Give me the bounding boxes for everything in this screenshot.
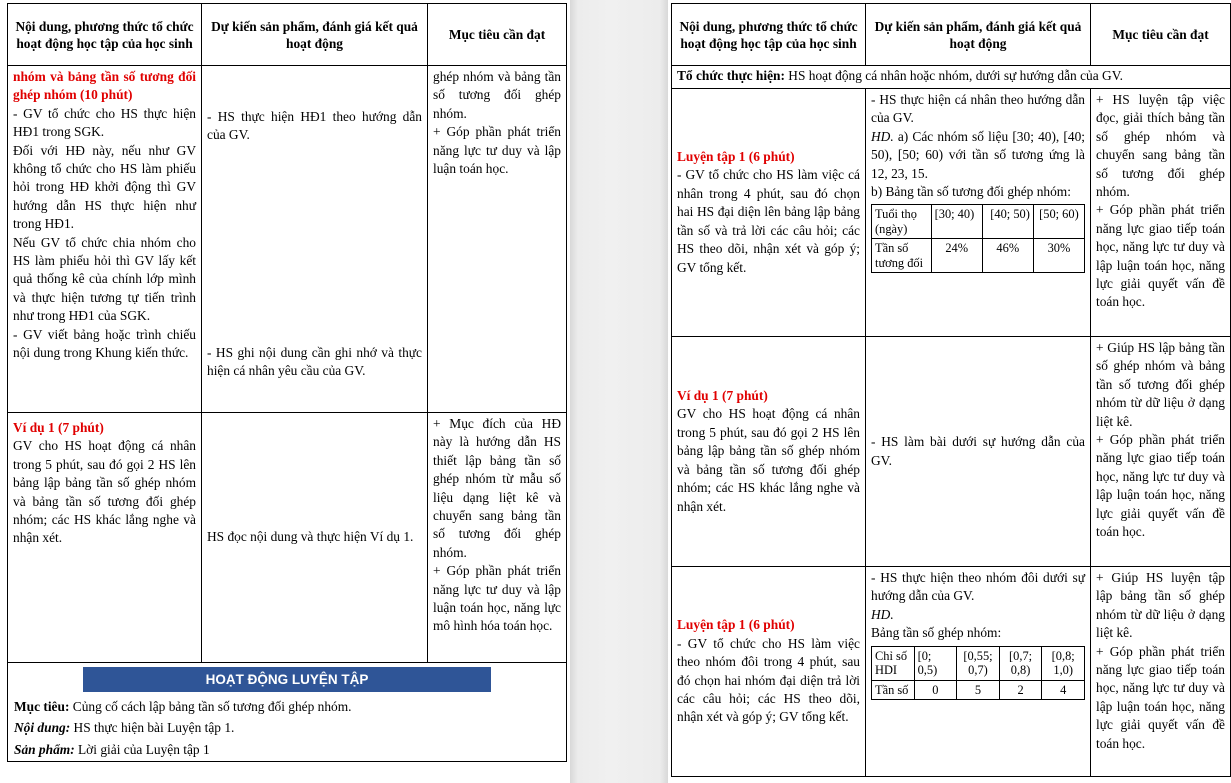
row1-product-text: - HS ghi nội dung cần ghi nhớ và thực hiện cá nhân yêu cầu của GV.: [207, 345, 422, 379]
r-row2-product: [866, 337, 1091, 567]
r-row2-goal: [1091, 337, 1231, 567]
r-row1-content: [672, 89, 866, 337]
gft-value: 5: [957, 680, 1000, 700]
header-goal: Mục tiêu cần đạt: [1091, 4, 1231, 66]
practice-content-text: HS thực hiện bài Luyện tập 1.: [70, 720, 235, 736]
lesson-table-left: [7, 3, 567, 762]
gft-header-cell: [0; 0,5): [914, 646, 957, 680]
r-row3-goal-text: + Góp phần phát triển năng lực giao tiếp toán học, năng lực tư duy và lập luận toán học, năng lực giải quyết vấn đề toán học.: [1096, 643, 1225, 751]
row1-goal: [428, 66, 567, 413]
practice-banner: HOẠT ĐỘNG LUYỆN TẬP: [83, 667, 491, 692]
practice-goal-label: Mục tiêu:: [14, 699, 70, 714]
row2-product-text: HS đọc nội dung và thực hiện Ví dụ 1.: [207, 529, 414, 545]
header-product: Dự kiến sản phẩm, đánh giá kết quả hoạt động: [866, 4, 1091, 66]
org-row: [672, 66, 1231, 89]
row1-title: nhóm và bảng tần số tương đối ghép nhóm (10 phút): [13, 69, 196, 103]
rft-header-cell: [40; 50): [982, 205, 1033, 239]
r-row3-product-text: Bảng tần số ghép nhóm:: [871, 625, 1002, 641]
gft-row-label: Tần số: [872, 680, 915, 700]
row2-product: [202, 413, 428, 663]
row2-para: GV cho HS hoạt động cá nhân trong 5 phút, sau đó gọi 2 HS lên bảng lập bảng tần số ghép nhóm và bảng tần số tương đối ghép nhóm; các HS khác lắng nghe và nhận xét.: [13, 438, 196, 546]
header-content: Nội dung, phương thức tổ chức hoạt động học tập của học sinh: [8, 4, 202, 66]
row1-goal-text: ghép nhóm và bảng tần số tương đối ghép nhóm.: [433, 69, 561, 121]
rft-value: 46%: [982, 239, 1033, 273]
r-row2-title: Ví dụ 1 (7 phút): [677, 388, 768, 404]
org-text: HS hoạt động cá nhân hoặc nhóm, dưới sự hướng dẫn của GV.: [784, 68, 1123, 83]
row2-goal-text: + Mục đích của HĐ này là hướng dẫn HS thiết lập bảng tần số ghép nhóm từ mẫu số liệu dạng liệt kê và chuyển sang bảng tần số tương đối ghép nhóm.: [433, 416, 561, 560]
row1-goal-text: + Góp phần phát triển năng lực tư duy và lập luận toán học.: [433, 124, 561, 177]
practice-content: [14, 719, 560, 737]
rft-value: 24%: [931, 239, 982, 273]
gft-value: 4: [1042, 680, 1085, 700]
rft-value: 30%: [1033, 239, 1084, 273]
rft-header-label: Tuổi thọ (ngày): [872, 205, 932, 239]
r-row1-product-text: - HS thực hiện cá nhân theo hướng dẫn của GV.: [871, 92, 1085, 126]
practice-content-label: Nội dung:: [14, 720, 71, 736]
org-label: Tổ chức thực hiện:: [677, 68, 785, 83]
header-content: Nội dung, phương thức tổ chức hoạt động học tập của học sinh: [672, 4, 866, 66]
lesson-table-right: [671, 3, 1231, 777]
practice-product-text: Lời giải của Luyện tập 1: [74, 741, 210, 757]
r-row3-title: Luyện tập 1 (6 phút): [677, 617, 795, 633]
grouped-frequency-table: [871, 646, 1085, 701]
r-row1-title: Luyện tập 1 (6 phút): [677, 149, 795, 165]
r-row3-hd: HD.: [871, 606, 894, 622]
row1-para: Nếu GV tổ chức chia nhóm cho HS làm phiếu hỏi thì GV lấy kết quả thống kê của chính lớp mình và thực hiện tương tự tiến trình như trong HĐ1 của SGK.: [13, 234, 196, 324]
r-row2-product-text: - HS làm bài dưới sự hướng dẫn của GV.: [871, 434, 1085, 468]
row1-product: [202, 66, 428, 413]
r-row2-goal-text: + Giúp HS lập bảng tần số ghép nhóm và bảng tần số tương đối ghép nhóm từ dữ liệu ở dạng liệt kê.: [1096, 340, 1225, 429]
row2-goal: [428, 413, 567, 663]
r-row1-goal: [1091, 89, 1231, 337]
r-row3-para: - GV tổ chức cho HS làm việc theo nhóm đôi trong 4 phút, sau đó chọn hai nhóm đại diện trả lời các câu hỏi; các HS theo dõi, nhận xét và góp ý; GV tổng kết.: [677, 635, 860, 725]
r-row1-product-text: [871, 128, 1085, 183]
r-row3-content: [672, 567, 866, 777]
practice-goal: [14, 698, 560, 716]
gft-header-cell: [0,7; 0,8): [999, 646, 1042, 680]
row1-para: - GV tổ chức cho HS thực hiện HĐ1 trong SGK.: [13, 105, 196, 140]
r-row3-product: [866, 567, 1091, 777]
r-row3-product-text: - HS thực hiện theo nhóm đôi dưới sự hướng dẫn của GV.: [871, 570, 1085, 604]
gft-header-cell: [0,8; 1,0): [1042, 646, 1085, 680]
r-row1-goal-text: + Góp phần phát triển năng lực giao tiếp toán học, năng lực tư duy và lập luận toán học, năng lực giải quyết vấn đề toán học.: [1096, 202, 1225, 310]
page-gutter: [570, 0, 668, 783]
r-row1-answer-a: a) Các nhóm số liệu [30; 40), [40; 50), [50; 60) với tần số tương ứng là 12, 23, 15.: [871, 128, 1085, 181]
r-row1-product: [866, 89, 1091, 337]
practice-product-label: Sản phẩm:: [14, 741, 75, 757]
r-row1-para: - GV tổ chức cho HS làm việc cá nhân trong 4 phút, sau đó chọn hai HS đại diện lên bảng lập bảng tần số và trả lời các câu hỏi; các HS theo dõi, nhận xét và góp ý; GV tổng kết.: [677, 167, 860, 275]
row2-title: Ví dụ 1 (7 phút): [13, 420, 104, 435]
r-row2-goal-text: + Góp phần phát triển năng lực giao tiếp toán học, năng lực tư duy và lập luận toán học, năng lực giải quyết vấn đề toán học.: [1096, 432, 1225, 540]
relative-frequency-table: [871, 204, 1085, 273]
row2-goal-text: + Góp phần phát triển năng lực tư duy và lập luận toán học, năng lực mô hình hóa toán học.: [433, 563, 561, 634]
r-row3-goal-text: + Giúp HS luyện tập lập bảng tần số ghép nhóm từ dữ liệu ở dạng liệt kê.: [1096, 570, 1225, 641]
header-product: Dự kiến sản phẩm, đánh giá kết quả hoạt động: [202, 4, 428, 66]
document-page-left: [0, 0, 570, 783]
rft-header-cell: [30; 40): [931, 205, 982, 239]
r-row1-product-text: b) Bảng tần số tương đối ghép nhóm:: [871, 184, 1071, 200]
row1-product-text: - HS thực hiện HĐ1 theo hướng dẫn của GV.: [207, 109, 422, 143]
r-row2-para: GV cho HS hoạt động cá nhân trong 5 phút, sau đó gọi 2 HS lên bảng lập bảng tần số ghép nhóm và bảng tần số tương đối ghép nhóm; các HS khác lắng nghe và nhận xét.: [677, 406, 860, 514]
practice-goal-text: Củng cố cách lập bảng tần số tương đối ghép nhóm.: [69, 699, 352, 714]
row1-para: Đối với HĐ này, nếu như GV không tổ chức cho HS làm phiếu hỏi trong HĐ khởi động thì GV hướng dẫn HS thực hiện như trong HĐ1.: [13, 142, 196, 232]
document-page-right: [668, 0, 1231, 783]
practice-section: [8, 663, 567, 762]
r-row3-goal: [1091, 567, 1231, 777]
rft-header-cell: [50; 60): [1033, 205, 1084, 239]
gft-header-cell: [0,55; 0,7): [957, 646, 1000, 680]
r-row1-goal-text: + HS luyện tập việc đọc, giải thích bảng tần số ghép nhóm và chuyển sang bảng tần số tương đối ghép nhóm.: [1096, 92, 1225, 200]
r-row2-content: [672, 337, 866, 567]
r-row1-hd: HD.: [871, 128, 894, 144]
practice-product: [14, 741, 560, 759]
gft-header-label: Chỉ số HDI: [872, 646, 915, 680]
header-goal: Mục tiêu cần đạt: [428, 4, 567, 66]
rft-row-label: Tần số tương đối: [872, 239, 932, 273]
gft-value: 2: [999, 680, 1042, 700]
row2-content: [8, 413, 202, 663]
row1-para: - GV viết bảng hoặc trình chiếu nội dung trong Khung kiến thức.: [13, 326, 196, 361]
gft-value: 0: [914, 680, 957, 700]
row1-content: [8, 66, 202, 413]
